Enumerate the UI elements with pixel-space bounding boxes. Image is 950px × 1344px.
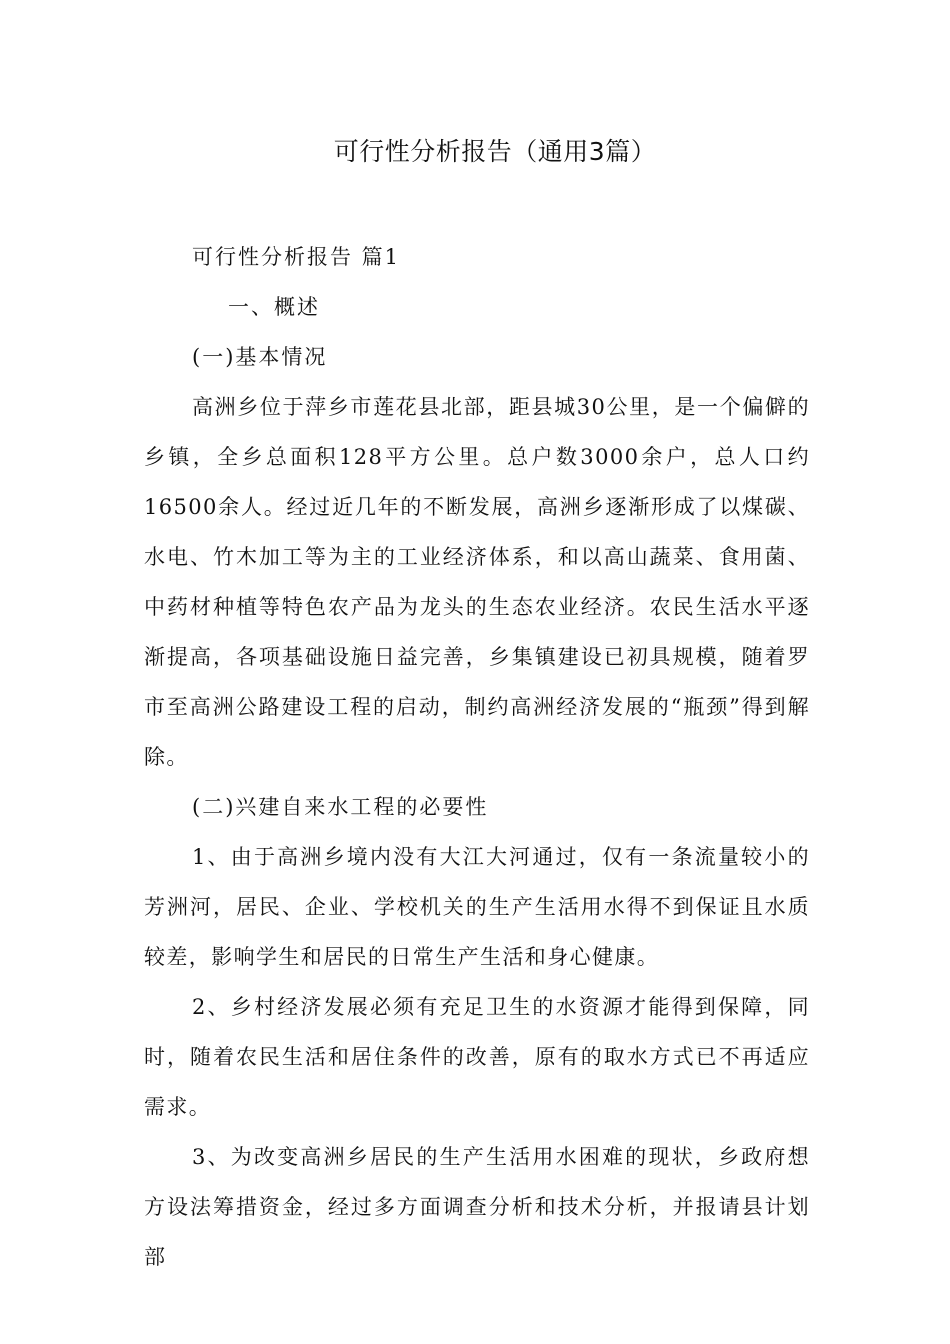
heading-basic: (一)基本情况 (192, 345, 328, 369)
heading-overview: 一、概述 (228, 295, 320, 319)
document-body (144, 232, 810, 1282)
necessity-item-2: 2、乡村经济发展必须有充足卫生的水资源才能得到保障，同时，随着农民生活和居住条件的改善，原有的取水方式已不再适应需求。 (144, 995, 810, 1119)
necessity-item-1: 1、由于高洲乡境内没有大江大河通过，仅有一条流量较小的芳洲河，居民、企业、学校机关的生产生活用水得不到保证且水质较差，影响学生和居民的日常生产生活和身心健康。 (144, 845, 810, 969)
section-heading: 可行性分析报告 篇1 (192, 245, 401, 269)
heading-necessity: (二)兴建自来水工程的必要性 (192, 795, 489, 819)
basic-paragraph: 高洲乡位于萍乡市莲花县北部，距县城30公里，是一个偏僻的乡镇，全乡总面积128平方公里。总户数3000余户，总人口约16500余人。经过近几年的不断发展，高洲乡逐渐形成了以煤碳、水电、竹木加工等为主的工业经济体系，和以高山蔬菜、食用菌、中药材种植等特色农产品为龙头的生态农业经济。农民生活水平逐渐提高，各项基础设施日益完善，乡集镇建设已初具规模，随着罗市至高洲公路建设工程的启动，制约高洲经济发展的“瓶颈”得到解除。 (144, 395, 810, 769)
document-title: 可行性分析报告（通用3篇） (333, 137, 657, 166)
necessity-item-3: 3、为改变高洲乡居民的生产生活用水困难的现状，乡政府想方设法筹措资金，经过多方面调查分析和技术分析，并报请县计划部 (144, 1145, 810, 1269)
